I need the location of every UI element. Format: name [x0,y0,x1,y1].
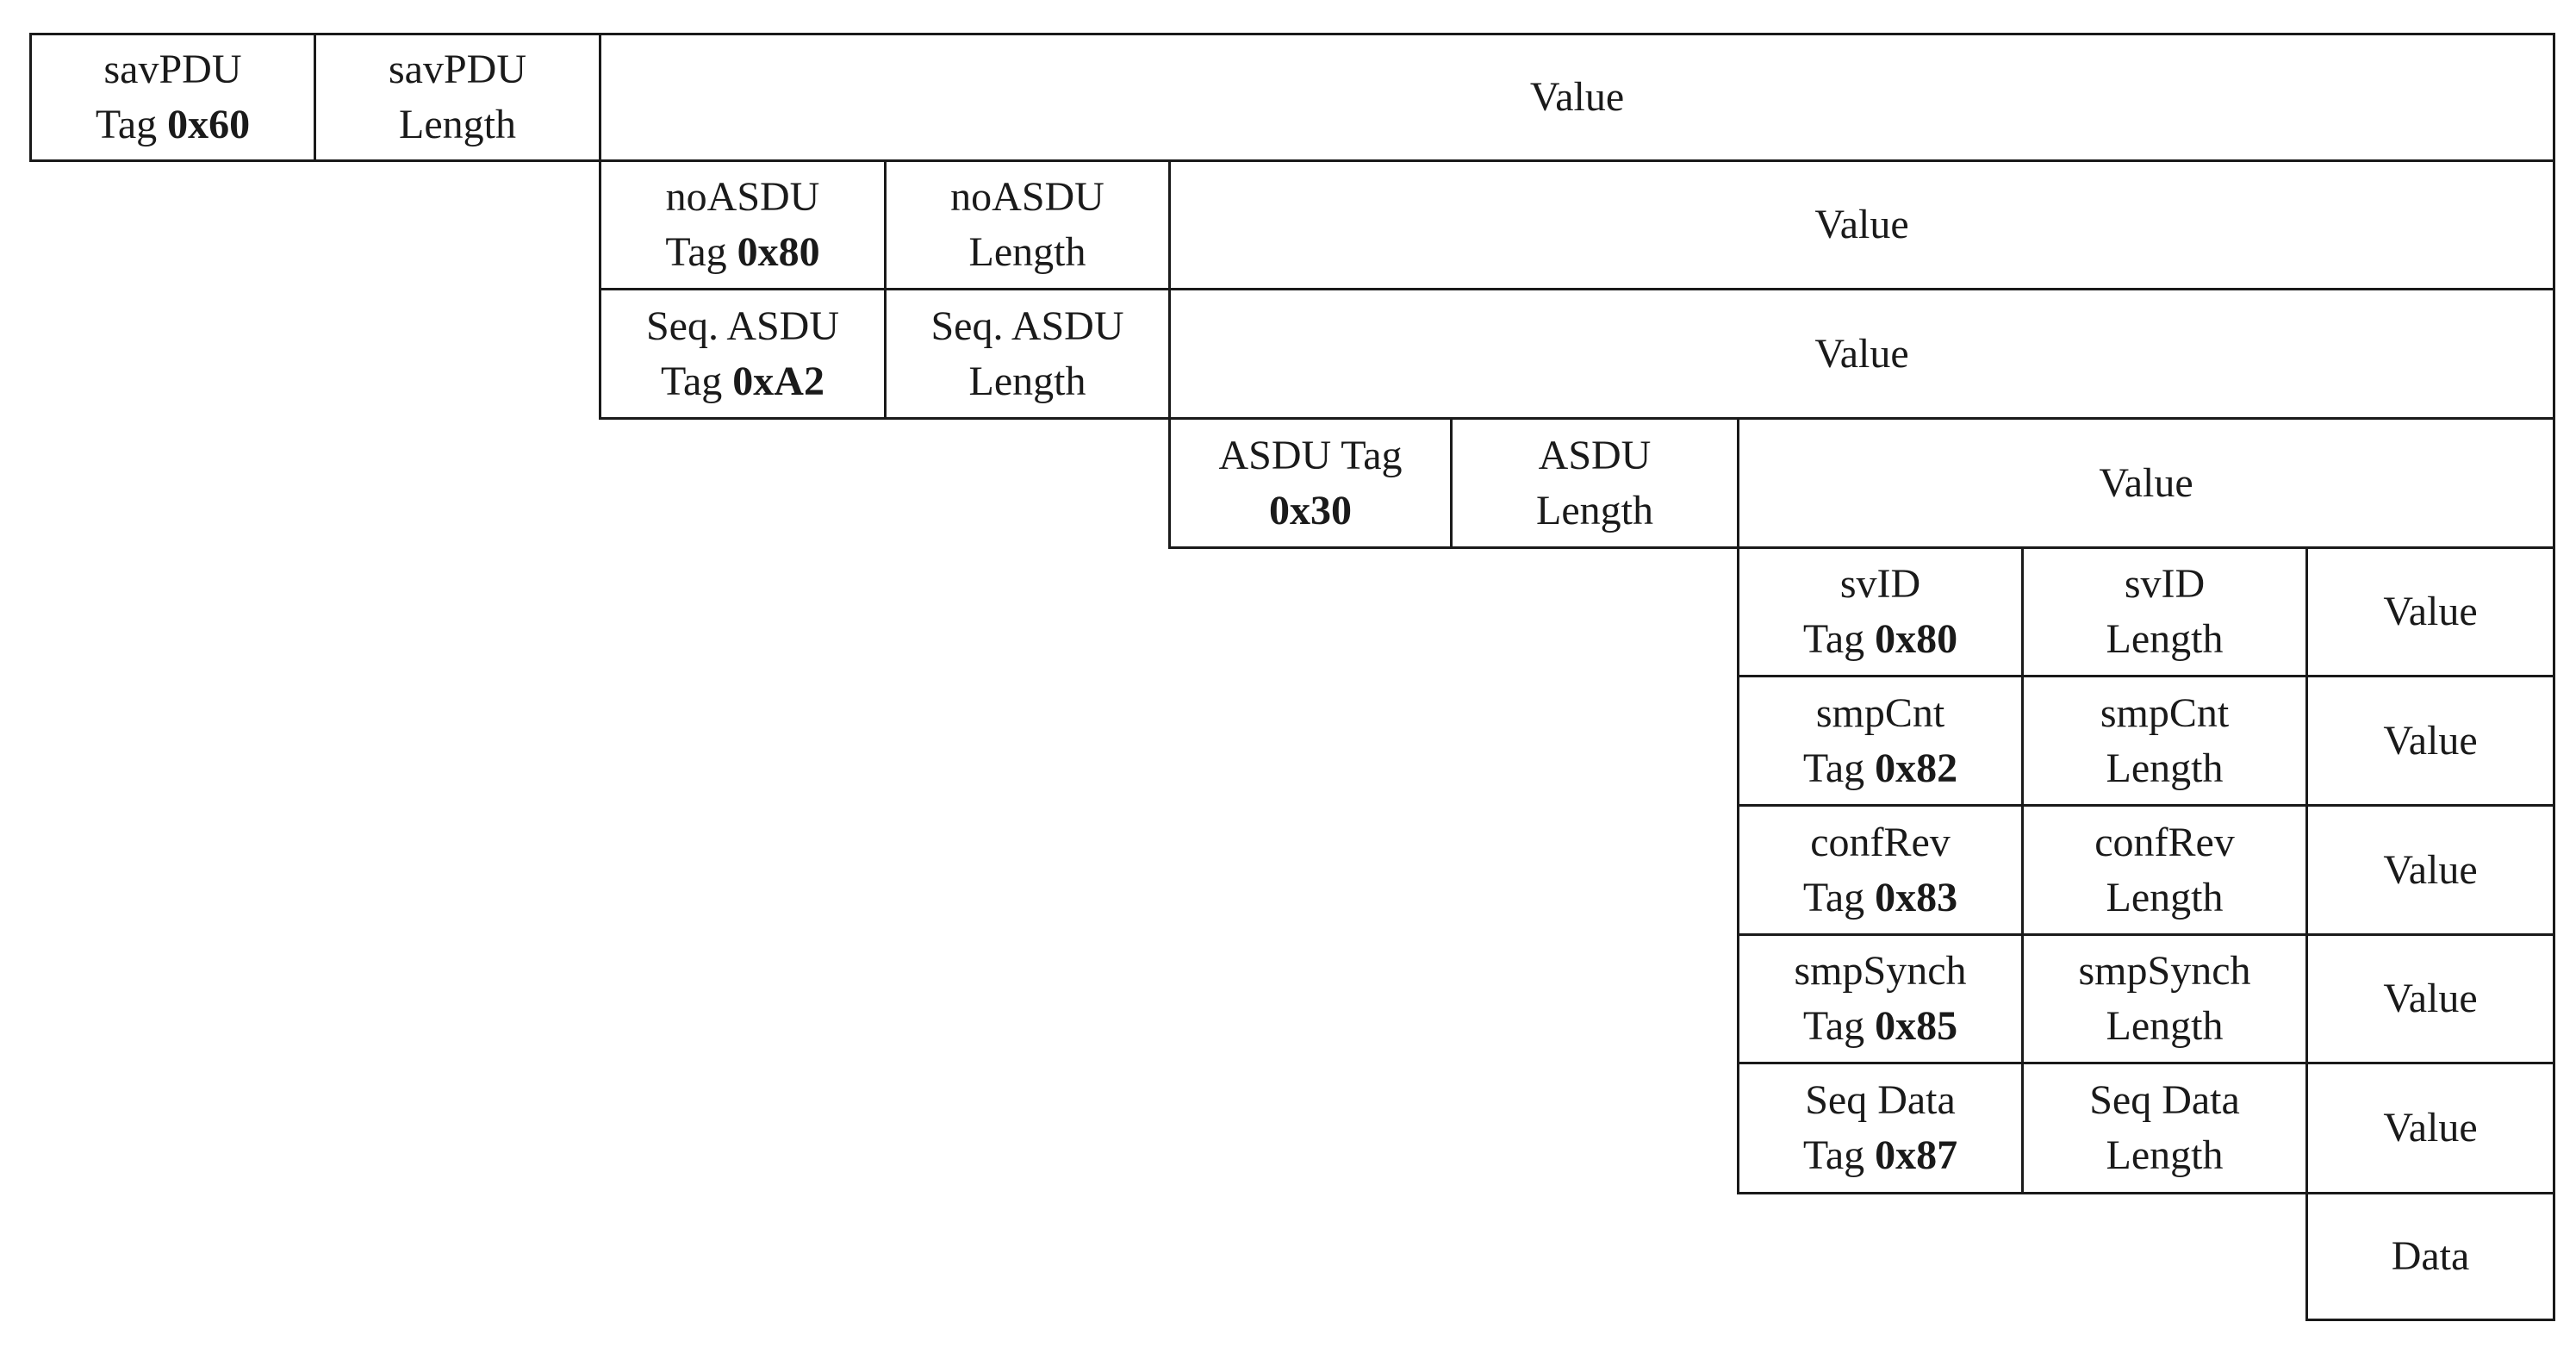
smpcnt-tag-name: smpCnt [1815,689,1945,736]
noasdu-value-label: Value [1814,202,1909,247]
smpcnt-tag-cell [1737,675,2024,807]
savpdu-value-label: Value [1529,74,1625,120]
svid-value-cell [2305,546,2555,677]
smpsynch-length-label: Length [2106,1003,2224,1049]
seq-data-value-label: Value [2383,1105,2478,1151]
seq-asdu-tag-name: Seq. ASDU [645,302,840,349]
smpcnt-length-label: Length [2106,745,2224,791]
savpdu-tag-cell [29,33,316,162]
smpsynch-tag-name: smpSynch [1794,948,1967,994]
data-label: Data [2391,1233,2470,1279]
svid-tag-line [1803,612,1957,667]
asdu-length-cell [1450,417,1739,549]
smpsynch-tag-hex: 0x85 [1875,1003,1958,1049]
confrev-tag-name: confRev [1810,819,1951,865]
confrev-tag-line [1803,870,1957,926]
noasdu-length-name: noASDU [950,174,1104,220]
noasdu-length-cell [884,159,1171,290]
seq-data-value-cell [2305,1062,2555,1194]
confrev-value-cell [2305,804,2555,936]
asdu-tag-line [1269,483,1352,539]
savpdu-length-name: savPDU [388,47,526,92]
savpdu-tag-line [96,97,250,153]
svid-length-cell [2021,546,2308,677]
svid-length-label: Length [2106,616,2224,662]
noasdu-tag-name: noASDU [665,174,820,220]
confrev-value-label: Value [2383,846,2478,893]
seq-data-length-cell [2021,1062,2308,1194]
confrev-tag-cell [1737,804,2024,936]
noasdu-tag-hex: 0x80 [737,229,820,275]
seq-data-tag-line [1803,1128,1957,1183]
seq-data-length-label: Length [2106,1132,2224,1178]
asdu-length-label: Length [1536,487,1653,533]
smpcnt-tag-hex: 0x82 [1875,745,1958,791]
smpcnt-length-cell [2021,675,2308,807]
svid-tag-name: svID [1839,561,1921,607]
asdu-length-name: ASDU [1538,432,1652,478]
asdu-tag-hex: 0x30 [1269,487,1352,533]
seq-asdu-value-cell [1168,288,2555,420]
savpdu-value-cell [599,33,2555,162]
asdu-value-cell [1737,417,2555,549]
seq-data-tag-cell [1737,1062,2024,1194]
smpsynch-value-cell [2305,933,2555,1064]
seq-asdu-tag-hex: 0xA2 [732,358,824,404]
noasdu-length-label: Length [968,229,1086,275]
smpsynch-value-label: Value [2383,976,2478,1021]
seq-data-length-name: Seq Data [2089,1077,2240,1123]
svid-value-label: Value [2383,589,2478,634]
smpcnt-tag-line [1803,741,1957,796]
noasdu-tag-prefix: Tag [665,229,737,275]
svid-tag-prefix: Tag [1802,616,1876,662]
seq-asdu-length-label: Length [968,358,1086,404]
smpsynch-tag-line [1803,999,1957,1054]
smpcnt-tag-prefix: Tag [1802,745,1876,791]
smpcnt-value-cell [2305,675,2555,807]
confrev-length-cell [2021,804,2308,936]
confrev-tag-hex: 0x83 [1875,874,1958,920]
savpdu-tag-name: savPDU [103,47,242,92]
seq-asdu-tag-cell [599,288,887,420]
smpsynch-length-cell [2021,933,2308,1064]
noasdu-value-cell [1168,159,2555,290]
seq-asdu-value-label: Value [1814,330,1909,377]
seq-data-tag-hex: 0x87 [1875,1132,1958,1178]
asdu-value-label: Value [2099,459,2193,506]
smpcnt-length-name: smpCnt [2100,689,2230,736]
noasdu-tag-line [665,225,819,280]
seq-asdu-length-name: Seq. ASDU [930,302,1124,349]
confrev-length-name: confRev [2094,819,2235,865]
smpsynch-length-name: smpSynch [2078,948,2251,994]
seq-data-tag-prefix: Tag [1802,1132,1876,1178]
seq-asdu-tag-prefix: Tag [661,358,733,404]
savpdu-length-cell [314,33,601,162]
smpcnt-value-label: Value [2383,717,2478,764]
asdu-tag-cell [1168,417,1453,549]
data-cell [2305,1192,2555,1321]
savpdu-tag-hex: 0x60 [167,102,251,147]
asdu-tag-name: ASDU Tag [1218,432,1403,478]
confrev-length-label: Length [2106,874,2224,920]
seq-asdu-tag-line [661,354,824,409]
confrev-tag-prefix: Tag [1802,874,1876,920]
seq-data-tag-name: Seq Data [1805,1077,1956,1123]
svid-tag-hex: 0x80 [1875,616,1958,662]
seq-asdu-length-cell [884,288,1171,420]
savpdu-tag-prefix: Tag [95,102,168,147]
savpdu-length-label: Length [399,102,516,147]
svid-length-name: svID [2124,561,2206,607]
svid-tag-cell [1737,546,2024,677]
smpsynch-tag-cell [1737,933,2024,1064]
smpsynch-tag-prefix: Tag [1802,1003,1876,1049]
noasdu-tag-cell [599,159,887,290]
